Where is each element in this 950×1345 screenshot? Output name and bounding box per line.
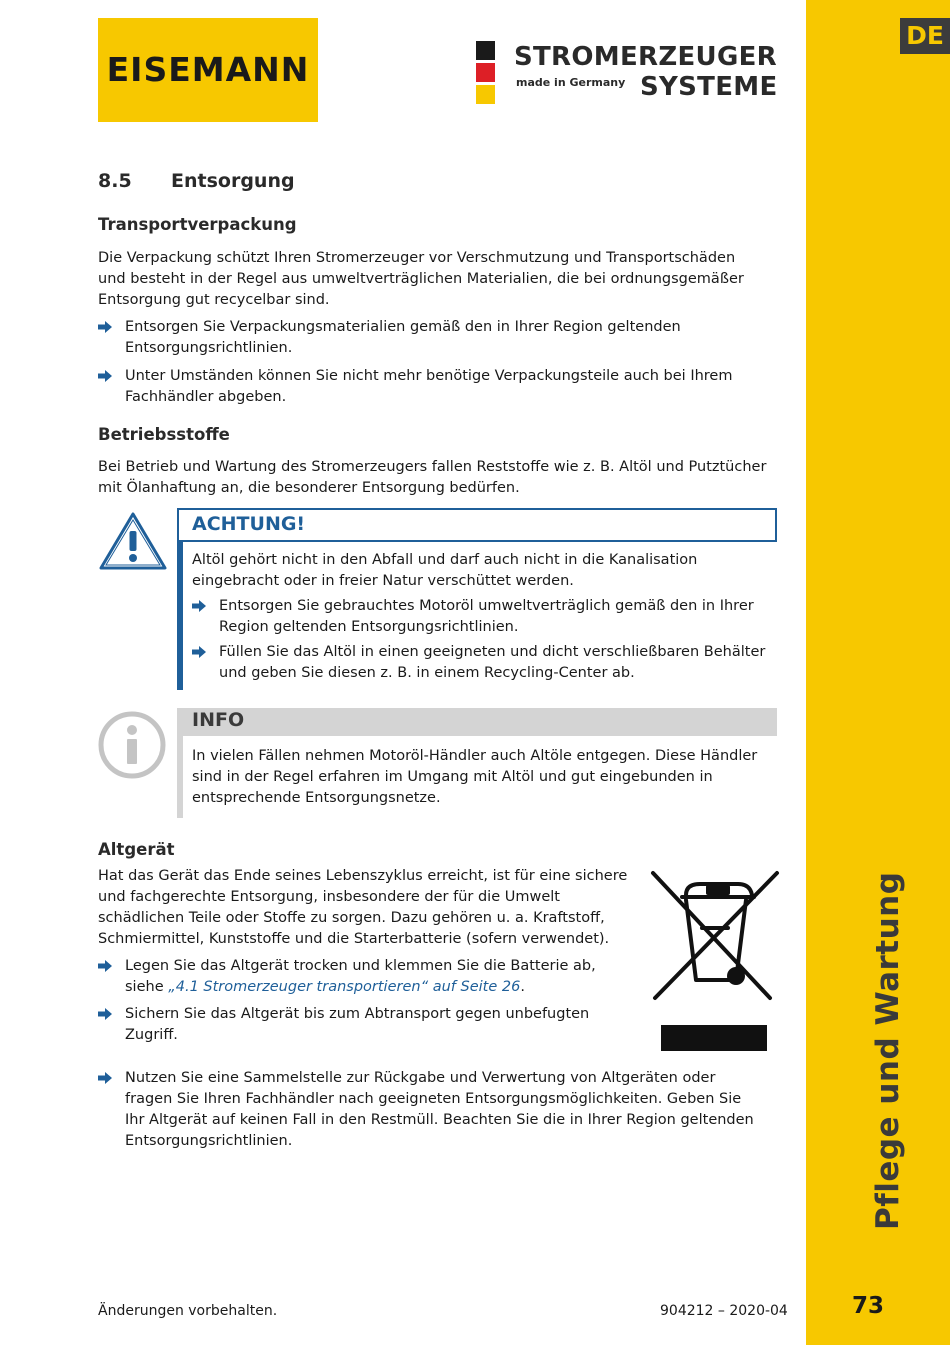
text-line: Nutzen Sie eine Sammelstelle zur Rückgabe und Verwertung von Altgeräten oder [125,1070,716,1086]
brand-line-2: SYSTEME [640,72,778,102]
text-line: Ihr Altgerät auf keinen Fall in den Restmüll. Beachten Sie die in Ihrer Region geltenden [125,1112,754,1128]
page-number: 73 [851,1293,884,1319]
text-line: mit Ölanhaftung an, die besonderer Entsorgung bedürfen. [98,480,520,496]
text-line [125,977,596,998]
text-line: Füllen Sie das Altöl in einen geeigneten und dicht verschließbaren Behälter [219,644,766,660]
warning-header [177,508,777,542]
text-line: In vielen Fällen nehmen Motoröl-Händler auch Altöle entgegen. Diese Händler [192,748,758,764]
transport-bullet-2 [98,366,732,408]
flag-stripe-red [476,63,495,82]
betriebsstoffe-paragraph [98,457,766,499]
altgeraet-bullet-2 [98,1004,589,1046]
arrow-right-icon [192,600,206,612]
text-line: Die Verpackung schützt Ihren Stromerzeuger vor Verschmutzung und Transportschäden [98,250,736,266]
betriebsstoffe-heading: Betriebsstoffe [98,425,230,444]
text-line: Zugriff. [125,1027,178,1043]
text-line: Region geltenden Entsorgungsrichtlinien. [219,619,519,635]
text-fragment: . [520,979,525,995]
section-heading [98,170,295,192]
transport-bullet-1 [98,317,681,359]
text-line: eingebracht oder in freier Natur verschüttet werden. [192,573,574,589]
text-line: und geben Sie diesen z. B. in einem Recycling-Center ab. [219,665,635,681]
info-paragraph [192,746,757,809]
altgeraet-bullet-3 [98,1068,754,1152]
arrow-right-icon [192,646,206,658]
text-line: fragen Sie Ihren Fachhändler nach geeigneten Entsorgungsmöglichkeiten. Geben Sie [125,1091,742,1107]
transport-heading: Transportverpackung [98,215,297,234]
text-line: sind in der Regel erfahren im Umgang mit Altöl und gut eingebunden in [192,769,713,785]
warning-paragraph [192,550,697,592]
text-line: Altöl gehört nicht in den Abfall und darf auch nicht in die Kanalisation [192,552,698,568]
info-icon [98,711,166,779]
german-flag-icon [476,41,495,107]
arrow-right-icon [98,1008,112,1020]
text-line: und fachgerechte Entsorgung, insbesondere der für die Umwelt [98,889,560,905]
text-line: Hat das Gerät das Ende seines Lebenszyklus erreicht, ist für eine sichere [98,868,628,884]
document-number: 904212 – 2020-04 [660,1303,788,1319]
altgeraet-heading: Altgerät [98,840,175,859]
section-title: Entsorgung [171,170,295,192]
warning-title: ACHTUNG! [192,513,306,535]
text-line: Entsorgungsrichtlinien. [125,340,293,356]
arrow-right-icon [98,960,112,972]
crossed-out-bin-icon [650,870,780,1055]
text-line: Bei Betrieb und Wartung des Stromerzeugers fallen Reststoffe wie z. B. Altöl und Putztücher [98,459,767,475]
section-number: 8.5 [98,170,132,192]
transport-paragraph [98,248,744,311]
text-line: Entsorgungsrichtlinien. [125,1133,293,1149]
text-line: Legen Sie das Altgerät trocken und klemmen Sie die Batterie ab, [125,958,596,974]
warning-bullet-1 [192,596,754,638]
text-line: schädlichen Teile oder Stoffe zu sorgen. Dazu gehören u. a. Kraftstoff, [98,910,605,926]
text-line: Sichern Sie das Altgerät bis zum Abtransport gegen unbefugten [125,1006,590,1022]
brand-made-in-germany: made in Germany [516,76,626,89]
info-side-bar [177,736,183,818]
warning-side-bar [177,540,183,690]
altgeraet-bullet-1 [98,956,596,998]
warning-bullet-2 [192,642,765,684]
arrow-right-icon [98,1072,112,1084]
text-line: entsprechende Entsorgungsnetze. [192,790,441,806]
text-line: Entsorgen Sie gebrauchtes Motoröl umweltverträglich gemäß den in Ihrer [219,598,754,614]
altgeraet-paragraph [98,866,627,950]
text-line: Fachhändler abgeben. [125,389,287,405]
text-line: und besteht in der Regel aus umweltverträglichen Materialien, die bei ordnungsgemäßer [98,271,744,287]
language-badge: DE [900,18,950,54]
text-line: Schmiermittel, Kunststoffe und die Starterbatterie (sofern verwendet). [98,931,610,947]
arrow-right-icon [98,370,112,382]
chapter-title: Pflege und Wartung [870,871,906,1230]
arrow-right-icon [98,321,112,333]
brand-line-1: STROMERZEUGER [514,42,777,72]
text-line: Entsorgen Sie Verpackungsmaterialien gemäß den in Ihrer Region geltenden [125,319,681,335]
info-title: INFO [192,709,245,731]
warning-triangle-icon [98,511,168,571]
info-header [177,708,777,736]
flag-stripe-gold [476,85,495,104]
text-line: Unter Umständen können Sie nicht mehr benötige Verpackungsteile auch bei Ihrem [125,368,733,384]
cross-reference-link[interactable]: „4.1 Stromerzeuger transportieren“ auf Seite 26 [168,979,521,995]
text-fragment: siehe [125,979,169,995]
flag-stripe-black [476,41,495,60]
text-line: Entsorgung gut recycelbar sind. [98,292,330,308]
footer-note: Änderungen vorbehalten. [98,1303,278,1319]
eisemann-logo: EISEMANN [98,18,318,122]
